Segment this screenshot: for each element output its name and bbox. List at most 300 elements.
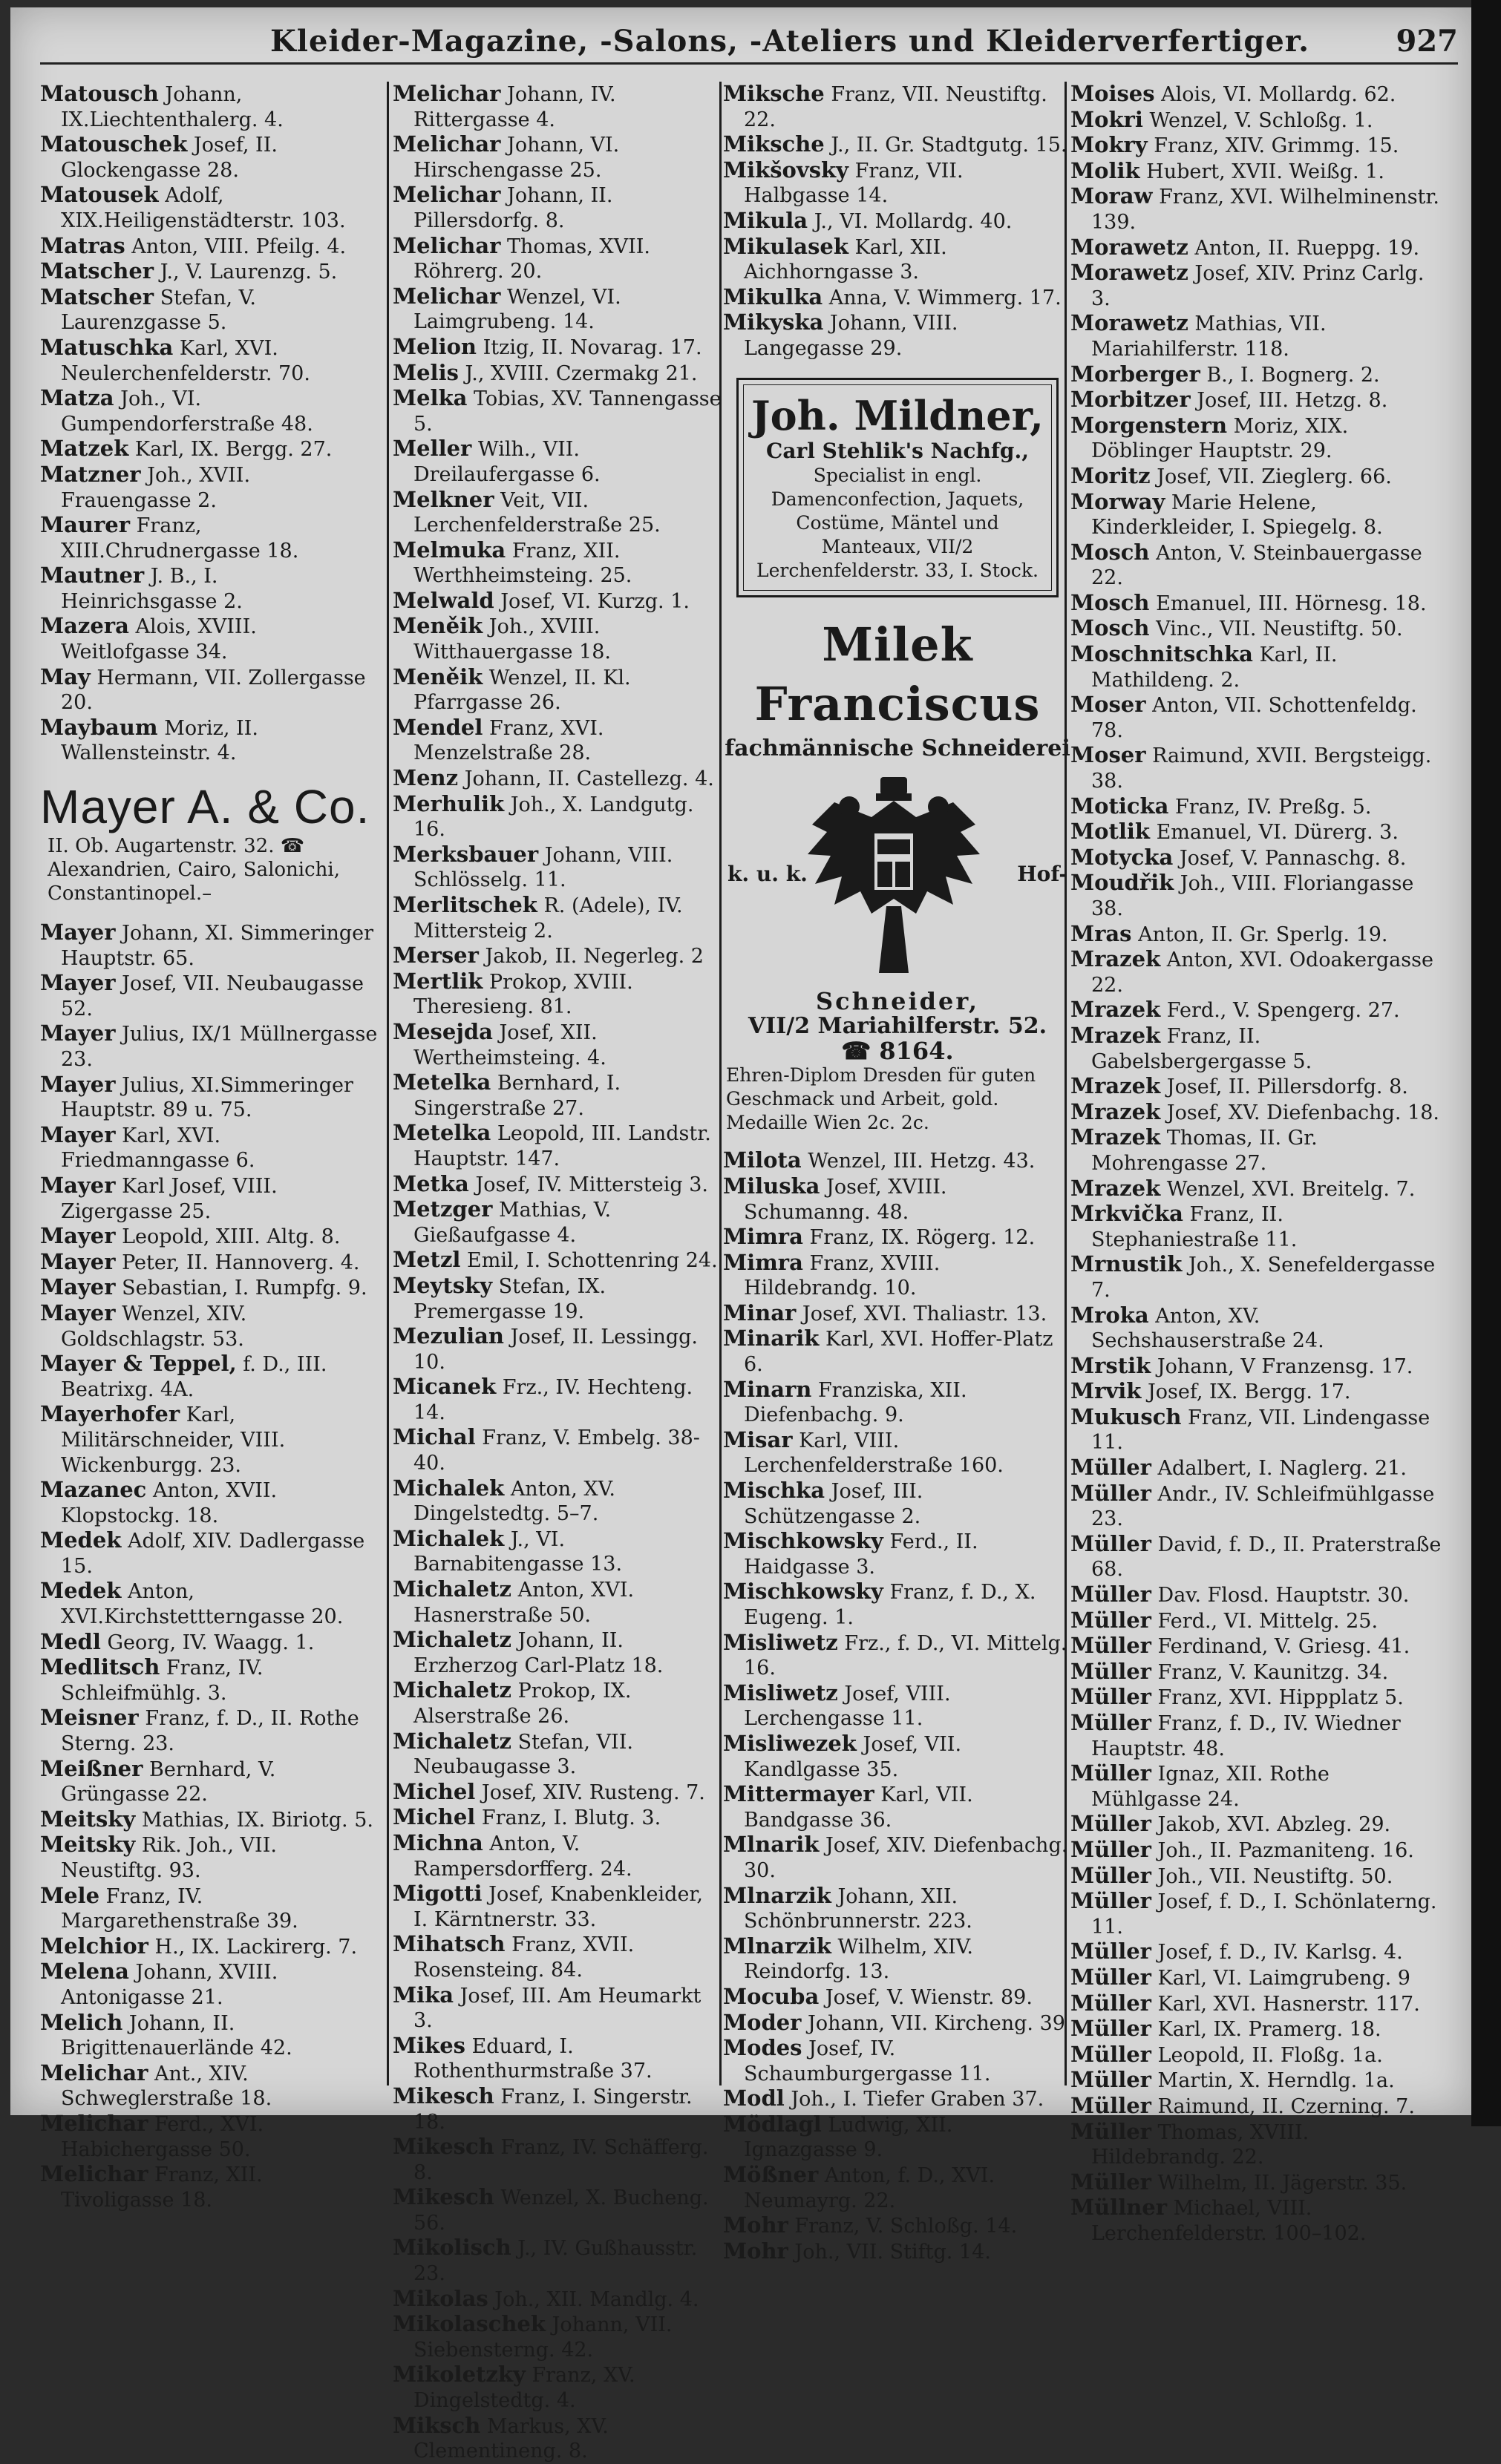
entry-details: Anton, XVI. Hasnerstraße 50. (413, 1579, 635, 1627)
entry-details: Anton, V. Rampersdorfferg. 24. (413, 1832, 632, 1881)
entry-details: J., II. Gr. Stadtgutg. 15. (831, 134, 1067, 157)
entry-details: Franz, XVII. Rosensteing. 84. (413, 1933, 635, 1982)
entry-details: Franziska, XII. Diefenbachg. 9. (744, 1378, 967, 1427)
directory-entry (393, 2235, 723, 2286)
entry-surname: Maurer (40, 512, 130, 538)
directory-entry (393, 1121, 723, 1171)
ad-hof-label: Hof- (1017, 861, 1067, 886)
entry-details: Wilhelm, II. Jägerstr. 35. (1157, 2171, 1407, 2195)
directory-entry (723, 82, 1072, 132)
directory-entry (393, 2134, 723, 2185)
directory-entry (393, 2287, 723, 2313)
advertisement-mildner (736, 378, 1059, 597)
entry-surname: Metka (393, 1170, 469, 1196)
directory-entry (393, 665, 723, 715)
entry-surname: Morawetz (1070, 260, 1188, 286)
entry-details: Thomas, XVIII. Hildebrandg. 22. (1091, 2120, 1309, 2169)
entry-surname: Moschnitschka (1070, 641, 1253, 667)
entry-details: Leopold, II. Floßg. 1a. (1157, 2043, 1383, 2067)
entry-surname: Müller (1070, 1862, 1151, 1888)
entry-surname: Mayerhofer (40, 1401, 180, 1427)
directory-entry (393, 1805, 723, 1831)
directory-entry (40, 2011, 378, 2061)
entry-details: Markus, XV. Clementineng. 8. (413, 2414, 609, 2463)
directory-entry (393, 1020, 723, 1070)
directory-entry (40, 1884, 378, 1934)
directory-entry (40, 513, 378, 563)
directory-entry (40, 1250, 378, 1276)
entry-details: Josef, XV. Diefenbachg. 18. (1166, 1101, 1439, 1124)
entry-details: Karl Josef, VIII. Zigergasse 25. (61, 1174, 278, 1223)
directory-entry (40, 82, 378, 132)
directory-entry (1070, 413, 1442, 464)
entry-surname: Medl (40, 1628, 101, 1654)
entry-surname: Mukusch (1070, 1403, 1182, 1429)
directory-entry (1070, 184, 1442, 235)
entry-details: Franz, VII. Lindengasse 11. (1091, 1406, 1430, 1455)
entry-surname: Mayer & Teppel, (40, 1351, 237, 1377)
directory-entry (393, 234, 723, 284)
entry-details: Johann, II. Castellezg. 4. (464, 767, 714, 791)
directory-entry (1070, 1864, 1442, 1890)
directory-entry (40, 436, 378, 462)
directory-entry (723, 310, 1072, 361)
entry-details: Veit, VII. Lerchenfelderstraße 25. (413, 488, 661, 537)
entry-details: Tobias, XV. Tannengasse 5. (413, 387, 722, 436)
directory-entry (1070, 1125, 1442, 1176)
entry-surname: Müller (1070, 1480, 1151, 1506)
entry-surname: Minarn (723, 1376, 812, 1402)
entry-details: Josef, VII. Neubaugasse 52. (61, 972, 364, 1020)
entry-details: Franz, IV. Margarethenstraße 39. (61, 1884, 298, 1933)
entry-details: Karl, Militärschneider, VIII. Wickenburgg. 23. (61, 1403, 286, 1477)
entry-details: Wenzel, III. Hetzg. 43. (808, 1150, 1036, 1173)
directory-entry (1070, 108, 1442, 134)
entry-details: Karl, XVI. Neulerchenfelderstr. 70. (61, 336, 310, 385)
directory-entry (40, 971, 378, 1021)
directory-entry (1070, 642, 1442, 692)
directory-entry (40, 259, 378, 285)
ad-firm-name: Joh. Mildner, (751, 391, 1044, 439)
entry-surname: Matousek (40, 182, 159, 208)
entry-details: Karl, VII. Bandgasse 36. (744, 1783, 973, 1832)
entry-details: Johann, IX.Liechtenthalerg. 4. (61, 83, 284, 131)
entry-details: Johann, XI. Simmeringer Hauptstr. 65. (61, 922, 374, 970)
entry-details: Johann, VII. Kircheng. 39 (808, 2011, 1065, 2035)
directory-entry (723, 1251, 1072, 1301)
directory-entry (40, 2111, 378, 2162)
entry-surname: Miksche (723, 131, 825, 157)
directory-entry (40, 1655, 378, 1706)
directory-entry (723, 1631, 1072, 1681)
entry-details: Johann, II. Erzherzog Carl-Platz 18. (413, 1629, 664, 1677)
entry-details: J., V. Laurenzg. 5. (160, 261, 338, 284)
entry-surname: Mayer (40, 920, 116, 946)
entry-surname: Müller (1070, 2118, 1151, 2144)
entry-details: Joh., XVII. Frauengasse 2. (61, 463, 251, 512)
entry-details: Franz, XVI. Wilhelminenstr. 139. (1091, 186, 1439, 234)
directory-entry (1070, 1761, 1442, 1812)
directory-entry (393, 132, 723, 183)
entry-surname: Müller (1070, 1760, 1151, 1786)
entry-surname: Michal (393, 1424, 476, 1450)
directory-entry (40, 1224, 378, 1250)
entry-surname: Mikolas (393, 2285, 488, 2311)
directory-entry (723, 1225, 1072, 1251)
entry-surname: Melchior (40, 1933, 148, 1959)
entry-details: Franz, f. D., IV. Wiedner Hauptstr. 48. (1091, 1712, 1401, 1760)
entry-surname: Mrazek (1070, 1073, 1161, 1099)
entry-details: Joh., I. Tiefer Graben 37. (791, 2088, 1044, 2111)
directory-entry (1070, 743, 1442, 793)
directory-entry (1070, 387, 1442, 413)
entry-details: J. B., I. Heinrichsgasse 2. (61, 565, 243, 613)
entry-details: Joh., II. Pazmaniteng. 16. (1157, 1838, 1414, 1862)
entry-details: Karl, XVI. Friedmanngasse 6. (61, 1124, 255, 1173)
directory-entry (393, 1577, 723, 1628)
entry-surname: Mößner (723, 2162, 819, 2188)
entry-details: Alois, XVIII. Weitlofgasse 34. (61, 615, 257, 664)
directory-entry (1070, 1354, 1442, 1380)
directory-entry (1070, 159, 1442, 185)
entry-surname: Misliwetz (723, 1629, 838, 1655)
entry-details: Anton, XVII. Klopstockg. 18. (61, 1479, 278, 1527)
column-2 (393, 81, 723, 2463)
entry-details: Franz, II. Gabelsbergergasse 5. (1091, 1024, 1312, 1073)
directory-entry (393, 1172, 723, 1198)
entry-details: Jakob, XVI. Abzleg. 29. (1157, 1813, 1391, 1837)
entry-details: Franz, IX. Rögerg. 12. (809, 1226, 1036, 1250)
directory-entry (393, 969, 723, 1020)
ad-text: Specialist in engl. Damenconfection, Jaquets, Costüme, Mäntel und Manteaux, VII/2 Lerchenfelderstr. 33, I. Stock. (756, 464, 1039, 581)
entry-surname: Moudřik (1070, 870, 1174, 896)
entry-details: Sebastian, I. Rumpfg. 9. (122, 1277, 367, 1300)
directory-entry (40, 920, 378, 971)
ad-subtitle: Carl Stehlik's Nachfg., (766, 438, 1029, 463)
entry-surname: Meller (393, 436, 472, 462)
directory-entry (40, 1021, 378, 1072)
entry-details: Franz, XVIII. Hildebrandg. 10. (744, 1251, 941, 1300)
entry-surname: Mokri (1070, 106, 1143, 132)
entry-list (393, 82, 723, 2464)
entry-surname: Mikulka (723, 284, 823, 309)
directory-entry (1070, 1100, 1442, 1126)
entry-details: Anton, II. Rueppg. 19. (1194, 236, 1420, 260)
directory-entry (1070, 1659, 1442, 1685)
entry-details: Josef, III. Hetzg. 8. (1197, 389, 1388, 413)
directory-entry (723, 1731, 1072, 1782)
directory-entry (723, 2011, 1072, 2037)
directory-entry (393, 1070, 723, 1121)
entry-surname: Morberger (1070, 361, 1200, 387)
directory-entry (1070, 1634, 1442, 1659)
directory-entry (393, 1628, 723, 1678)
entry-surname: Metzger (393, 1196, 493, 1222)
entry-details: Franz, f. D., II. Rothe Sterng. 23. (61, 1707, 359, 1756)
entry-surname: Mayer (40, 1020, 116, 1046)
entry-details: Josef, f. D., I. Schönlaterng. 11. (1091, 1890, 1437, 1939)
entry-surname: Micanek (393, 1374, 497, 1400)
directory-entry (723, 1782, 1072, 1832)
entry-surname: Melich (40, 2009, 123, 2035)
directory-entry (1070, 794, 1442, 820)
entry-details: Ferd., V. Spengerg. 27. (1166, 999, 1400, 1023)
entry-surname: Merlitschek (393, 892, 537, 917)
directory-entry (1070, 1685, 1442, 1711)
entry-surname: Mayer (40, 1300, 116, 1326)
entry-details: Ignaz, XII. Rothe Mühlgasse 24. (1091, 1763, 1330, 1811)
entry-details: Adolf, XIX.Heiligenstädterstr. 103. (61, 184, 346, 232)
entry-surname: Matzner (40, 461, 141, 487)
entry-details: Johann, II. Brigittenauerlände 42. (61, 2011, 292, 2060)
directory-entry (1070, 362, 1442, 388)
directory-entry (1070, 2094, 1442, 2120)
entry-details: Frz., f. D., VI. Mittelg. 16. (744, 1631, 1067, 1680)
directory-entry (1070, 2068, 1442, 2094)
entry-details: Anton, XVI.Kirchstettterngasse 20. (61, 1580, 344, 1629)
entry-surname: Mazera (40, 613, 129, 639)
entry-details: Johann, V Franzensg. 17. (1157, 1354, 1413, 1378)
entry-details: Josef, III. Am Heumarkt 3. (413, 1984, 702, 2033)
entry-details: R. (Adele), IV. Mittersteig 2. (413, 894, 683, 943)
entry-surname: Mihatsch (393, 1931, 506, 1957)
directory-entry (393, 386, 723, 436)
entry-surname: Melichar (393, 182, 501, 208)
entry-surname: Modl (723, 2085, 785, 2111)
entry-surname: Michalek (393, 1525, 505, 1551)
entry-surname: Migotti (393, 1881, 483, 1907)
entry-list (40, 82, 378, 766)
entry-details: Joh., XVIII. Witthauergasse 18. (413, 615, 611, 664)
entry-surname: Melichar (40, 2110, 148, 2136)
ad-firm-name: Milek Franciscus (754, 617, 1041, 731)
entry-surname: Melka (393, 385, 468, 411)
entry-surname: Müllner (1070, 2195, 1168, 2221)
entry-list (723, 82, 1072, 361)
entry-surname: Maybaum (40, 714, 158, 740)
entry-details: Josef, IX. Bergg. 17. (1147, 1380, 1351, 1404)
column-4 (1070, 81, 1442, 2245)
entry-surname: Meněik (393, 613, 483, 639)
entry-details: Julius, XI.Simmeringer Hauptstr. 89 u. 75. (61, 1073, 353, 1122)
column-1 (40, 81, 378, 2212)
entry-details: B., I. Bognerg. 2. (1206, 363, 1380, 387)
entry-surname: Mroka (1070, 1302, 1149, 1328)
entry-details: J., VI. Barnabitengasse 13. (413, 1527, 623, 1576)
directory-entry (723, 2239, 1072, 2265)
entry-details: Prokop, IX. Alserstraße 26. (413, 1680, 632, 1728)
directory-entry (393, 1527, 723, 1577)
directory-entry (723, 285, 1072, 311)
entry-surname: Mertlik (393, 968, 483, 994)
entry-surname: Mayer (40, 1172, 116, 1198)
entry-surname: Merksbauer (393, 841, 539, 867)
entry-details: Franz, I. Blutg. 3. (481, 1806, 661, 1830)
entry-surname: Mrazek (1070, 1022, 1161, 1048)
entry-surname: Menz (393, 765, 459, 791)
entry-details: Franz, IV. Preßg. 5. (1175, 795, 1372, 819)
directory-entry (40, 1706, 378, 1756)
entry-surname: Metzl (393, 1247, 461, 1273)
directory-entry (1070, 1303, 1442, 1354)
entry-details: Mathias, VII. Mariahilferstr. 118. (1091, 312, 1327, 361)
directory-entry (393, 1932, 723, 1982)
entry-surname: Mlnarzik (723, 1882, 831, 1908)
entry-surname: Mayer (40, 1121, 116, 1147)
directory-entry (1070, 1991, 1442, 2017)
directory-entry (393, 1831, 723, 1881)
entry-details: Joh., X. Senefeldergasse 7. (1091, 1254, 1436, 1302)
entry-details: Wenzel, XIV. Goldschlagstr. 53. (61, 1302, 247, 1351)
entry-surname: Metelka (393, 1069, 491, 1095)
directory-entry (1070, 1812, 1442, 1838)
advertisement-milek (723, 615, 1072, 1136)
page-title: Kleider-Magazine, -Salons, -Ateliers und Kleiderverfertiger. (270, 24, 1310, 59)
entry-details: H., IX. Lackirerg. 7. (154, 1935, 358, 1959)
entry-surname: Matza (40, 385, 114, 411)
entry-details: Julius, IX/1 Müllnergasse 23. (61, 1023, 378, 1071)
directory-entry (1070, 922, 1442, 948)
entry-surname: Merhulik (393, 790, 505, 816)
entry-details: Anton, V. Steinbauergasse 22. (1091, 541, 1422, 590)
directory-entry (393, 1248, 723, 1274)
entry-details: Franz, II. Stephaniestraße 11. (1091, 1203, 1298, 1251)
entry-details: Franz, XVI. Menzelstraße 28. (413, 716, 604, 765)
entry-surname: Molik (1070, 157, 1140, 183)
directory-entry (1070, 1405, 1442, 1455)
entry-surname: Mrazek (1070, 1098, 1161, 1124)
entry-details: Josef, IV. Schaumburgergasse 11. (744, 2037, 991, 2085)
directory-entry (393, 2362, 723, 2413)
entry-surname: Müller (1070, 1684, 1151, 1710)
entry-details: Moriz, XIX. Döblinger Hauptstr. 29. (1091, 414, 1349, 463)
directory-entry (723, 1579, 1072, 1630)
entry-surname: Mlnarik (723, 1832, 820, 1858)
entry-details: Wenzel, X. Bucheng. 56. (413, 2186, 709, 2235)
entry-details: J., IV. Gußhausstr. 23. (413, 2237, 698, 2286)
directory-entry (40, 1275, 378, 1301)
entry-surname: Müller (1070, 2016, 1151, 2042)
entry-details: Karl, XVI. Hasnerstr. 117. (1157, 1992, 1420, 2016)
entry-surname: Melwald (393, 587, 494, 613)
entry-details: Peter, II. Hannoverg. 4. (122, 1251, 360, 1274)
entry-details: Rik. Joh., VII. Neustiftg. 93. (61, 1834, 277, 1882)
directory-entry (1070, 1939, 1442, 1965)
entry-details: Wenzel, II. Kl. Pfarrgasse 26. (413, 666, 631, 715)
directory-entry (40, 1301, 378, 1351)
entry-details: Anton, VIII. Pfeilg. 4. (131, 235, 347, 258)
entry-details: Karl, VIII. Lerchenfelderstraße 160. (744, 1429, 1004, 1478)
entry-details: J., VI. Mollardg. 40. (814, 209, 1013, 233)
entry-details: Josef, IV. Mittersteig 3. (475, 1173, 708, 1196)
directory-entry (393, 183, 723, 233)
entry-details: Franz, XIV. Grimmg. 15. (1154, 134, 1399, 158)
entry-details: Adalbert, I. Naglerg. 21. (1157, 1457, 1407, 1481)
entry-details: Adolf, XIV. Dadlergasse 15. (61, 1530, 365, 1578)
entry-surname: Melis (393, 359, 459, 385)
directory-entry (393, 943, 723, 969)
directory-entry (1070, 997, 1442, 1023)
entry-details: Marie Helene, Kinderkleider, I. Spiegelg. 8. (1091, 491, 1383, 540)
entry-surname: May (40, 663, 91, 689)
entry-surname: Michna (393, 1829, 483, 1855)
directory-entry (723, 2036, 1072, 2086)
entry-surname: Mosch (1070, 539, 1150, 565)
entry-details: Emanuel, III. Hörnesg. 18. (1156, 592, 1427, 615)
entry-details: Leopold, III. Landstr. Hauptstr. 147. (413, 1122, 711, 1170)
directory-entry (393, 715, 723, 766)
directory-entry (1070, 464, 1442, 490)
ad-kuk-label: k. u. k. (727, 861, 808, 886)
page-number: 927 (1396, 24, 1458, 59)
entry-details: Josef, VI. Kurzg. 1. (500, 589, 690, 613)
entry-details: Dav. Flosd. Hauptstr. 30. (1157, 1584, 1410, 1608)
entry-details: Franz, f. D., X. Eugeng. 1. (744, 1581, 1036, 1629)
entry-surname: Melmuka (393, 537, 506, 563)
entry-details: Franz, XII. Tivoligasse 18. (61, 2163, 263, 2212)
entry-details: Franz, IV. Schäfferg. 8. (413, 2136, 709, 2184)
entry-surname: Mrvik (1070, 1378, 1142, 1404)
entry-details: Joh., VII. Stiftg. 14. (794, 2240, 991, 2264)
directory-entry (40, 132, 378, 183)
entry-details: Moriz, II. Wallensteinstr. 4. (61, 716, 258, 765)
entry-surname: Mendel (393, 714, 483, 740)
entry-surname: Mayer (40, 1071, 116, 1097)
entry-details: Joh., XII. Mandlg. 4. (494, 2287, 699, 2311)
directory-entry (393, 538, 723, 589)
entry-surname: Mödlagl (723, 2111, 822, 2137)
entry-details: Wenzel, VI. Laimgrubeng. 14. (413, 285, 621, 334)
directory-entry (40, 1757, 378, 1807)
entry-details: Wilh., VII. Dreilaufergasse 6. (413, 438, 601, 486)
entry-surname: Moser (1070, 692, 1146, 718)
entry-surname: Moder (723, 2009, 802, 2035)
directory-entry (40, 1832, 378, 1883)
directory-entry (1070, 2170, 1442, 2196)
directory-entry (40, 1123, 378, 1173)
directory-entry (1070, 1838, 1442, 1864)
entry-details: Stefan, V. Laurenzgasse 5. (61, 286, 257, 335)
directory-entry (1070, 1889, 1442, 1939)
directory-entry (40, 614, 378, 664)
directory-entry (1070, 1455, 1442, 1481)
entry-surname: Müller (1070, 1455, 1151, 1481)
entry-details: Josef, V. Pannaschg. 8. (1179, 846, 1407, 870)
directory-entry (393, 335, 723, 361)
directory-entry (723, 1478, 1072, 1529)
entry-details: Andr., IV. Schleifmühlgasse 23. (1091, 1482, 1435, 1531)
ad-address: VII/2 Mariahilferstr. 52. (748, 1013, 1047, 1040)
entry-details: Thomas, II. Gr. Mohrengasse 27. (1091, 1127, 1318, 1175)
ad-text: II. Ob. Augartenstr. 32. ☎ Alexandrien, Cairo, Salonichi, Constantinopel.– (48, 835, 340, 905)
directory-entry (40, 1351, 378, 1402)
entry-details: Eduard, I. Rothenthurmstraße 37. (413, 2034, 653, 2083)
directory-entry (1070, 133, 1442, 159)
directory-entry (393, 436, 723, 487)
entry-details: Karl, XVI. Hoffer-Platz 6. (744, 1328, 1053, 1377)
entry-details: Karl, XII. Aichhorngasse 3. (744, 235, 947, 284)
entry-details: Georg, IV. Waagg. 1. (107, 1631, 315, 1654)
entry-details: Anton, XV. Dingelstedtg. 5–7. (413, 1477, 615, 1526)
entry-surname: Müller (1070, 1964, 1151, 1990)
entry-surname: Müller (1070, 1710, 1151, 1735)
directory-entry (1070, 845, 1442, 871)
entry-surname: Medek (40, 1578, 122, 1604)
entry-surname: Moticka (1070, 793, 1169, 819)
scan-dark-edge (1471, 0, 1501, 2126)
directory-entry (1070, 1965, 1442, 1991)
directory-entry (393, 1274, 723, 1324)
